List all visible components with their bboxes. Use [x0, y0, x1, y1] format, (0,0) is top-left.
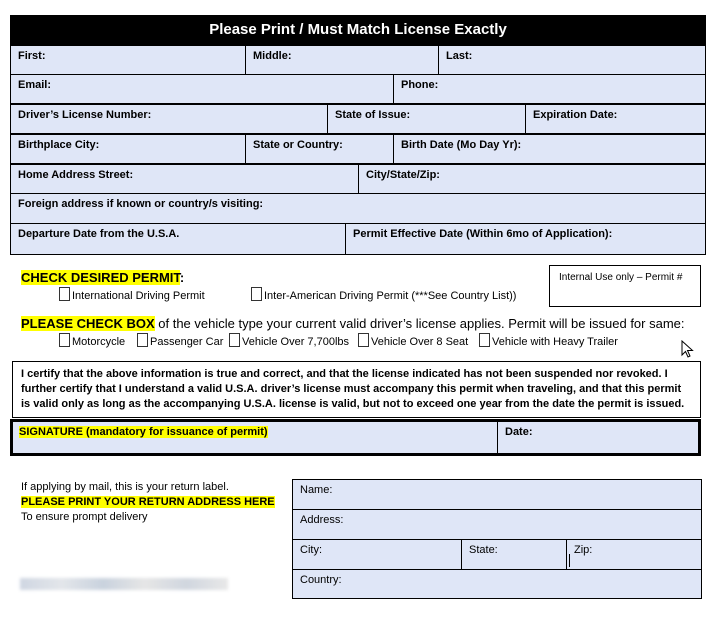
permit-effective-date-field[interactable]: [345, 223, 706, 255]
return-zip-label: Zip:: [574, 544, 593, 556]
checkbox-icon[interactable]: [137, 333, 148, 347]
form-title: Please Print / Must Match License Exactly: [10, 15, 706, 45]
signature-date-field[interactable]: [498, 422, 698, 453]
foreign-address-field[interactable]: [10, 193, 706, 224]
checkbox-icon[interactable]: [229, 333, 240, 347]
vehicle-option-over-8-seat[interactable]: [358, 333, 468, 348]
permit-heading-text: CHECK DESIRED PERMIT: [21, 270, 180, 285]
vehicle-option-over-8-seat-label: Vehicle Over 8 Seat: [371, 336, 469, 348]
checkbox-icon[interactable]: [251, 287, 262, 301]
first-name-field[interactable]: [10, 45, 246, 75]
phone-label: Phone:: [401, 79, 439, 91]
home-street-field[interactable]: [10, 164, 359, 194]
middle-name-field[interactable]: [245, 45, 439, 75]
return-name-field[interactable]: [292, 479, 702, 510]
blurred-redaction: [20, 578, 228, 590]
return-country-field[interactable]: [292, 569, 702, 599]
birth-date-label: Birth Date (Mo Day Yr):: [401, 139, 522, 151]
return-address-label: Address:: [300, 514, 344, 526]
phone-field[interactable]: [393, 74, 706, 104]
return-address-field[interactable]: [292, 509, 702, 540]
return-state-field[interactable]: [461, 539, 567, 570]
mouse-cursor-icon: [681, 340, 695, 360]
return-zip-field[interactable]: [566, 539, 702, 570]
signature-field[interactable]: [13, 422, 498, 453]
city-state-zip-label: City/State/Zip:: [366, 169, 440, 181]
signature-label: SIGNATURE (mandatory for issuance of permit): [19, 426, 268, 438]
license-number-label: Driver’s License Number:: [18, 109, 152, 121]
internal-use-box: [549, 265, 701, 307]
email-label: Email:: [18, 79, 52, 91]
permit-option-international[interactable]: [59, 287, 205, 302]
departure-date-field[interactable]: [10, 223, 346, 255]
return-address-box: [292, 479, 702, 599]
return-state-label: State:: [469, 544, 498, 556]
vehicle-option-motorcycle-label: Motorcycle: [72, 336, 126, 348]
certification-text: I certify that the above information is true and correct, and that the license indicated has not been suspended nor revoked. I further certify that I understand a valid U.S.A. driver’s license must accompany this permit when traveling, and that this permit is valid only as long as the accompanying U.S.A. license is valid, but not to exceed one year from the date the permit is issued.: [12, 361, 701, 418]
permit-option-inter-american-label: Inter-American Driving Permit (***See Country List)): [264, 290, 517, 302]
return-label-line1: If applying by mail, this is your return label.: [21, 481, 229, 493]
last-name-label: Last:: [446, 50, 473, 62]
state-or-country-field[interactable]: [245, 134, 394, 164]
checkbox-icon[interactable]: [358, 333, 369, 347]
permit-heading: [21, 270, 184, 285]
vehicle-option-passenger-car[interactable]: [137, 333, 223, 348]
last-name-field[interactable]: [438, 45, 706, 75]
vehicle-instruction: [21, 316, 685, 331]
vehicle-option-over-7700[interactable]: [229, 333, 349, 348]
email-field[interactable]: [10, 74, 394, 104]
return-city-field[interactable]: [292, 539, 462, 570]
signature-date-label: Date:: [505, 426, 533, 438]
vehicle-option-passenger-car-label: Passenger Car: [150, 336, 224, 348]
checkbox-icon[interactable]: [479, 333, 490, 347]
permit-option-inter-american[interactable]: [251, 287, 516, 302]
permit-heading-colon: :: [179, 270, 185, 285]
permit-option-international-label: International Driving Permit: [72, 290, 205, 302]
state-of-issue-label: State of Issue:: [335, 109, 411, 121]
first-name-label: First:: [18, 50, 46, 62]
return-name-label: Name:: [300, 484, 333, 496]
return-label-line2: PLEASE PRINT YOUR RETURN ADDRESS HERE: [21, 496, 275, 508]
checkbox-icon[interactable]: [59, 287, 70, 301]
vehicle-option-motorcycle[interactable]: [59, 333, 125, 348]
city-state-zip-field[interactable]: [358, 164, 706, 194]
state-of-issue-field[interactable]: [327, 104, 526, 134]
vehicle-option-over-7700-label: Vehicle Over 7,700lbs: [242, 336, 350, 348]
departure-date-label: Departure Date from the U.S.A.: [18, 228, 180, 240]
expiration-date-label: Expiration Date:: [533, 109, 618, 121]
state-or-country-label: State or Country:: [253, 139, 343, 151]
birth-date-field[interactable]: [393, 134, 706, 164]
checkbox-icon[interactable]: [59, 333, 70, 347]
vehicle-heading: PLEASE CHECK BOX: [21, 316, 155, 331]
return-country-label: Country:: [300, 574, 342, 586]
vehicle-option-heavy-trailer-label: Vehicle with Heavy Trailer: [492, 336, 618, 348]
vehicle-option-heavy-trailer[interactable]: [479, 333, 618, 348]
foreign-address-label: Foreign address if known or country/s visiting:: [18, 198, 264, 210]
birthplace-city-label: Birthplace City:: [18, 139, 100, 151]
expiration-date-field[interactable]: [525, 104, 706, 134]
vehicle-instruction-text: of the vehicle type your current valid driver’s license applies. Permit will be issued for same:: [154, 316, 685, 331]
text-caret: [569, 554, 570, 567]
return-label-line3: To ensure prompt delivery: [21, 511, 148, 523]
return-label-instructions: [21, 480, 275, 525]
internal-use-label: Internal Use only – Permit #: [559, 272, 683, 283]
birthplace-city-field[interactable]: [10, 134, 246, 164]
return-city-label: City:: [300, 544, 322, 556]
home-street-label: Home Address Street:: [18, 169, 134, 181]
middle-name-label: Middle:: [253, 50, 292, 62]
license-number-field[interactable]: [10, 104, 328, 134]
permit-effective-date-label: Permit Effective Date (Within 6mo of Application):: [353, 228, 613, 240]
signature-box: [10, 419, 701, 456]
